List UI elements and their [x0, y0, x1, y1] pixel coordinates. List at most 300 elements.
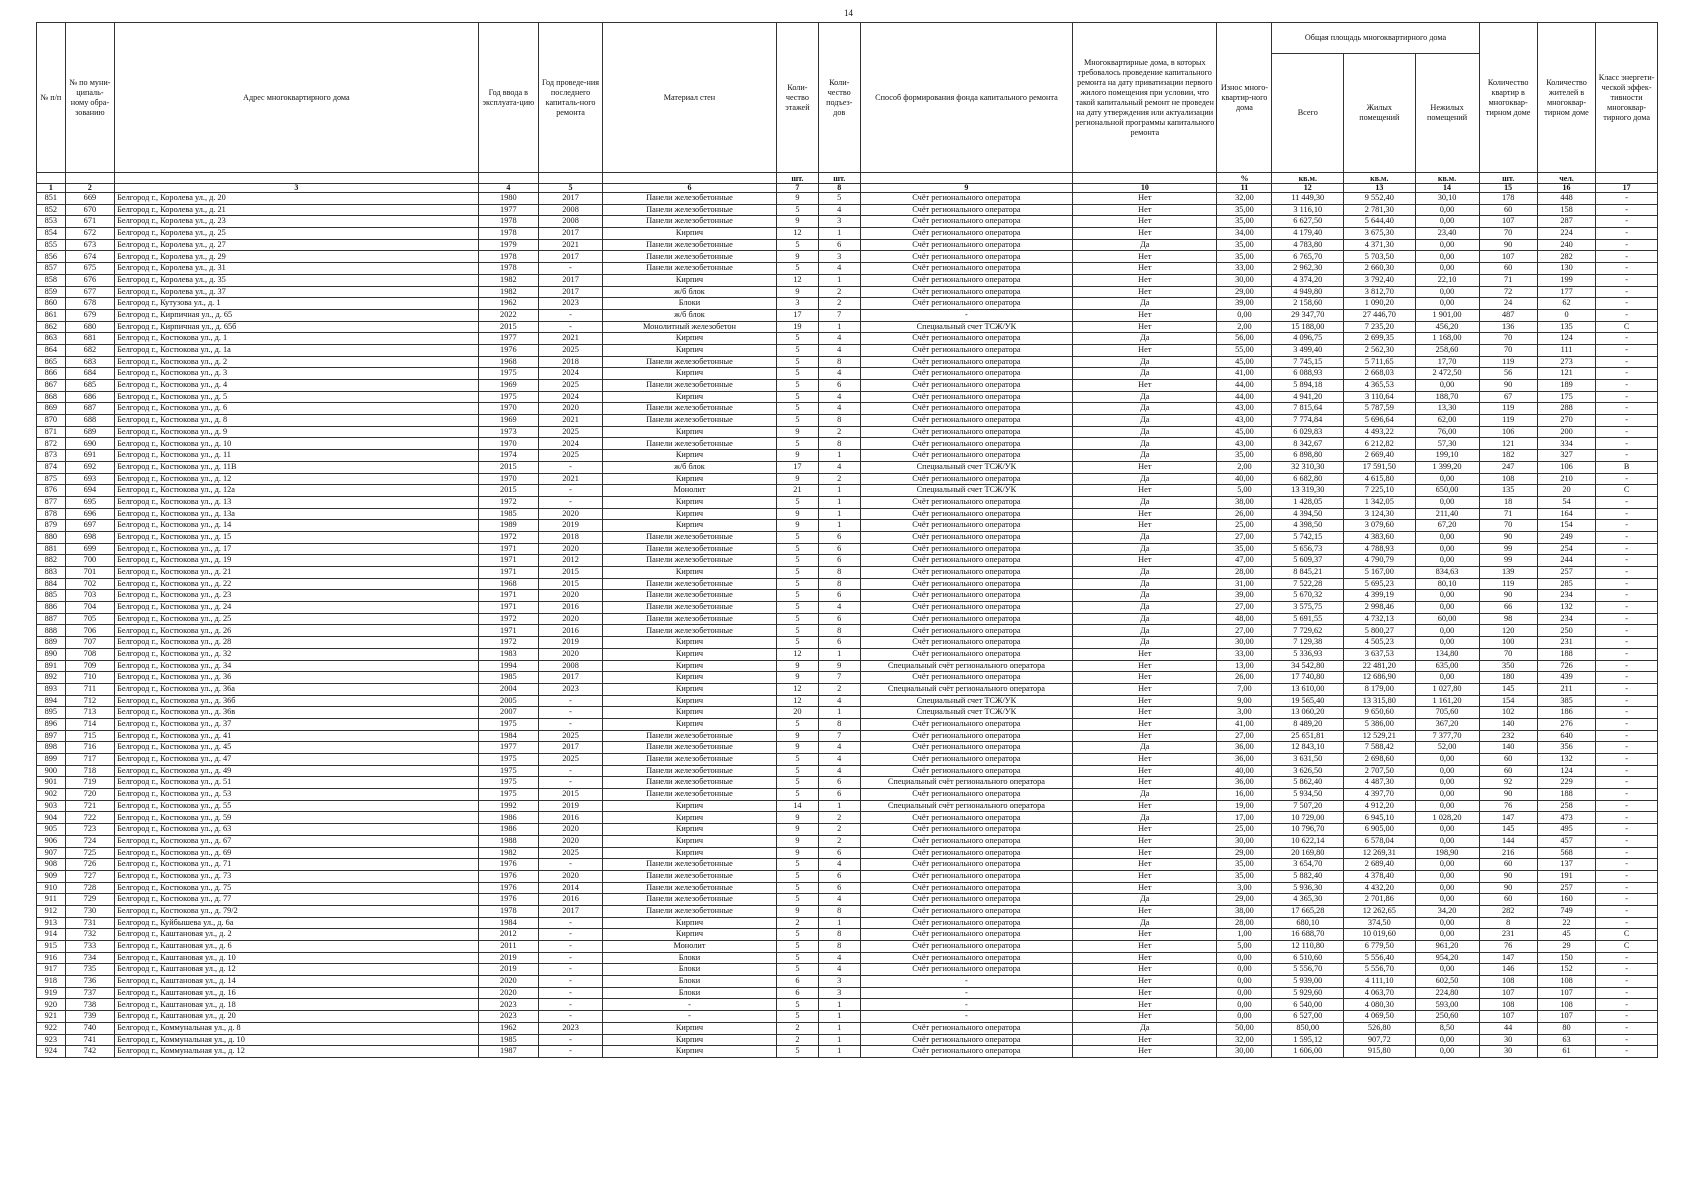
- cell-flats: 487: [1479, 309, 1537, 321]
- cell-floors: 3: [776, 298, 818, 310]
- cell-area-living: 2 689,40: [1344, 859, 1416, 871]
- cell-floors: 5: [776, 333, 818, 345]
- cell-entrances: 4: [818, 742, 860, 754]
- cell-wall-material: Панели железобетонные: [602, 380, 776, 392]
- cell-area-living: 3 637,53: [1344, 648, 1416, 660]
- cell-residents: 640: [1537, 730, 1595, 742]
- cell-need-repair: Нет: [1073, 976, 1217, 988]
- table-row: [37, 905, 1658, 917]
- cell-muni-no: 728: [65, 882, 115, 894]
- cell-energy-class: -: [1596, 894, 1658, 906]
- cell-entrances: 6: [818, 637, 860, 649]
- cell-area-total: 5 336,93: [1272, 648, 1344, 660]
- cell-area-total: 6 527,00: [1272, 1011, 1344, 1023]
- cell-residents: 54: [1537, 496, 1595, 508]
- cell-muni-no: 691: [65, 450, 115, 462]
- cell-wear: 36,00: [1217, 777, 1272, 789]
- cell-address: Белгород г., Каштановая ул., д. 16: [115, 987, 478, 999]
- cell-area-nonliving: 0,00: [1415, 602, 1479, 614]
- cell-need-repair: Нет: [1073, 321, 1217, 333]
- cell-area-living: 5 703,50: [1344, 251, 1416, 263]
- cell-fund-method: Счёт регионального оператора: [860, 672, 1073, 684]
- cell-area-nonliving: 0,00: [1415, 543, 1479, 555]
- cell-area-total: 15 188,00: [1272, 321, 1344, 333]
- cell-flats: 44: [1479, 1022, 1537, 1034]
- cell-wear: 31,00: [1217, 578, 1272, 590]
- cell-muni-no: 714: [65, 718, 115, 730]
- cell-residents: 273: [1537, 356, 1595, 368]
- cell-fund-method: Счёт регионального оператора: [860, 613, 1073, 625]
- cell-wear: 39,00: [1217, 590, 1272, 602]
- cell-area-total: 25 651,81: [1272, 730, 1344, 742]
- cell-row-no: 892: [37, 672, 66, 684]
- cell-year-repair: 2021: [539, 473, 603, 485]
- cell-year-repair: 2015: [539, 789, 603, 801]
- cell-flats: 108: [1479, 473, 1537, 485]
- cell-fund-method: Счёт регионального оператора: [860, 941, 1073, 953]
- cell-area-nonliving: 0,00: [1415, 531, 1479, 543]
- cell-area-living: 4 487,30: [1344, 777, 1416, 789]
- cell-entrances: 4: [818, 765, 860, 777]
- cell-need-repair: Нет: [1073, 765, 1217, 777]
- cell-muni-no: 719: [65, 777, 115, 789]
- cell-energy-class: -: [1596, 625, 1658, 637]
- unit-area-total: кв.м.: [1272, 173, 1344, 184]
- cell-flats: 30: [1479, 1046, 1537, 1058]
- cell-address: Белгород г., Костюкова ул., д. 63: [115, 824, 478, 836]
- cell-year-repair: 2015: [539, 567, 603, 579]
- cell-need-repair: Нет: [1073, 695, 1217, 707]
- cell-energy-class: -: [1596, 590, 1658, 602]
- table-row: [37, 765, 1658, 777]
- cell-wear: 2,00: [1217, 321, 1272, 333]
- cell-year-repair: -: [539, 765, 603, 777]
- table-row: [37, 531, 1658, 543]
- cell-area-living: 1 342,05: [1344, 496, 1416, 508]
- cell-flats: 231: [1479, 929, 1537, 941]
- cell-energy-class: -: [1596, 344, 1658, 356]
- cell-address: Белгород г., Королева ул., д. 25: [115, 228, 478, 240]
- cell-need-repair: Да: [1073, 789, 1217, 801]
- table-row: [37, 824, 1658, 836]
- cell-fund-method: -: [860, 999, 1073, 1011]
- cell-floors: 5: [776, 952, 818, 964]
- cell-floors: 5: [776, 356, 818, 368]
- cell-flats: 180: [1479, 672, 1537, 684]
- cell-flats: 92: [1479, 777, 1537, 789]
- cell-row-no: 918: [37, 976, 66, 988]
- cell-area-total: 4 398,50: [1272, 520, 1344, 532]
- cell-area-total: 6 627,50: [1272, 216, 1344, 228]
- cell-area-total: 1 428,05: [1272, 496, 1344, 508]
- cell-entrances: 7: [818, 730, 860, 742]
- cell-year-repair: -: [539, 263, 603, 275]
- cell-need-repair: Нет: [1073, 286, 1217, 298]
- cell-muni-no: 740: [65, 1022, 115, 1034]
- cell-need-repair: Нет: [1073, 555, 1217, 567]
- cell-entrances: 1: [818, 508, 860, 520]
- cell-fund-method: Счёт регионального оператора: [860, 1034, 1073, 1046]
- cell-year-built: 1979: [478, 239, 539, 251]
- cell-residents: 108: [1537, 976, 1595, 988]
- cell-area-total: 5 742,15: [1272, 531, 1344, 543]
- cell-entrances: 3: [818, 216, 860, 228]
- cell-entrances: 4: [818, 695, 860, 707]
- cell-year-built: 1975: [478, 391, 539, 403]
- cell-wear: 13,00: [1217, 660, 1272, 672]
- cell-wear: 17,00: [1217, 812, 1272, 824]
- cell-fund-method: Счёт регионального оператора: [860, 567, 1073, 579]
- cell-muni-no: 710: [65, 672, 115, 684]
- cell-wear: 27,00: [1217, 531, 1272, 543]
- cell-year-repair: -: [539, 695, 603, 707]
- cell-wall-material: Панели железобетонные: [602, 239, 776, 251]
- cell-floors: 2: [776, 917, 818, 929]
- cell-year-repair: 2025: [539, 426, 603, 438]
- cell-year-built: 1985: [478, 1034, 539, 1046]
- table-row: [37, 683, 1658, 695]
- cell-year-built: 1962: [478, 298, 539, 310]
- cell-area-total: 12 843,10: [1272, 742, 1344, 754]
- cell-fund-method: Счёт регионального оператора: [860, 847, 1073, 859]
- cell-area-nonliving: 62,00: [1415, 415, 1479, 427]
- cell-area-total: 7 129,38: [1272, 637, 1344, 649]
- cell-area-nonliving: 954,20: [1415, 952, 1479, 964]
- cell-area-nonliving: 198,90: [1415, 847, 1479, 859]
- cell-address: Белгород г., Костюкова ул., д. 14: [115, 520, 478, 532]
- cell-fund-method: Счёт регионального оператора: [860, 520, 1073, 532]
- cell-energy-class: -: [1596, 672, 1658, 684]
- cell-row-no: 911: [37, 894, 66, 906]
- cell-area-living: 27 446,70: [1344, 309, 1416, 321]
- cell-address: Белгород г., Костюкова ул., д. 32: [115, 648, 478, 660]
- cell-wear: 30,00: [1217, 637, 1272, 649]
- cell-year-repair: 2020: [539, 824, 603, 836]
- cell-fund-method: -: [860, 309, 1073, 321]
- cell-energy-class: -: [1596, 193, 1658, 205]
- cell-entrances: 7: [818, 309, 860, 321]
- cell-year-built: 1989: [478, 520, 539, 532]
- cell-year-built: 1978: [478, 228, 539, 240]
- header-year-built: Год ввода в эксплуата-цию: [478, 23, 539, 173]
- cell-entrances: 4: [818, 602, 860, 614]
- cell-energy-class: -: [1596, 567, 1658, 579]
- cell-floors: 5: [776, 380, 818, 392]
- cell-residents: 0: [1537, 309, 1595, 321]
- cell-muni-no: 685: [65, 380, 115, 392]
- cell-fund-method: -: [860, 976, 1073, 988]
- cell-muni-no: 689: [65, 426, 115, 438]
- cell-year-built: 1975: [478, 368, 539, 380]
- cell-floors: 19: [776, 321, 818, 333]
- cell-area-living: 3 124,30: [1344, 508, 1416, 520]
- cell-year-built: 1984: [478, 917, 539, 929]
- cell-flats: 119: [1479, 415, 1537, 427]
- cell-entrances: 1: [818, 1022, 860, 1034]
- cell-area-living: 7 235,20: [1344, 321, 1416, 333]
- cell-year-built: 1985: [478, 508, 539, 520]
- cell-year-repair: -: [539, 964, 603, 976]
- cell-year-repair: 2025: [539, 380, 603, 392]
- cell-residents: 124: [1537, 333, 1595, 345]
- cell-entrances: 2: [818, 683, 860, 695]
- cell-energy-class: -: [1596, 613, 1658, 625]
- cell-row-no: 872: [37, 438, 66, 450]
- cell-flats: 98: [1479, 613, 1537, 625]
- cell-area-nonliving: 76,00: [1415, 426, 1479, 438]
- cell-address: Белгород г., Костюкова ул., д. 24: [115, 602, 478, 614]
- cell-floors: 5: [776, 531, 818, 543]
- cell-area-nonliving: 13,30: [1415, 403, 1479, 415]
- cell-entrances: 8: [818, 578, 860, 590]
- cell-year-repair: -: [539, 917, 603, 929]
- cell-address: Белгород г., Костюкова ул., д. 75: [115, 882, 478, 894]
- cell-need-repair: Да: [1073, 812, 1217, 824]
- cell-residents: 132: [1537, 602, 1595, 614]
- cell-flats: 90: [1479, 882, 1537, 894]
- cell-fund-method: Счёт регионального оператора: [860, 602, 1073, 614]
- cell-fund-method: Счёт регионального оператора: [860, 905, 1073, 917]
- header-fund-method: Способ формирования фонда капитального ремонта: [860, 23, 1073, 173]
- cell-need-repair: Да: [1073, 239, 1217, 251]
- cell-entrances: 4: [818, 894, 860, 906]
- cell-fund-method: Счёт регионального оператора: [860, 859, 1073, 871]
- cell-energy-class: -: [1596, 847, 1658, 859]
- cell-row-no: 891: [37, 660, 66, 672]
- cell-floors: 9: [776, 812, 818, 824]
- cell-residents: 135: [1537, 321, 1595, 333]
- cell-entrances: 8: [818, 567, 860, 579]
- table-row: [37, 718, 1658, 730]
- cell-area-living: 2 660,30: [1344, 263, 1416, 275]
- cell-wear: 16,00: [1217, 789, 1272, 801]
- cell-area-nonliving: 258,60: [1415, 344, 1479, 356]
- cell-residents: 164: [1537, 508, 1595, 520]
- table-row: [37, 263, 1658, 275]
- cell-year-repair: 2024: [539, 438, 603, 450]
- cell-area-living: 6 779,50: [1344, 941, 1416, 953]
- cell-entrances: 2: [818, 298, 860, 310]
- cell-year-repair: -: [539, 485, 603, 497]
- cell-fund-method: Специальный счёт регионального оператора: [860, 800, 1073, 812]
- cell-muni-no: 713: [65, 707, 115, 719]
- cell-energy-class: C: [1596, 321, 1658, 333]
- cell-floors: 9: [776, 251, 818, 263]
- cell-area-living: 6 945,10: [1344, 812, 1416, 824]
- cell-area-living: 3 079,60: [1344, 520, 1416, 532]
- cell-flats: 140: [1479, 718, 1537, 730]
- cell-residents: 154: [1537, 520, 1595, 532]
- cell-flats: 232: [1479, 730, 1537, 742]
- table-row: [37, 368, 1658, 380]
- cell-residents: 749: [1537, 905, 1595, 917]
- cell-muni-no: 674: [65, 251, 115, 263]
- cell-row-no: 900: [37, 765, 66, 777]
- cell-area-total: 10 622,14: [1272, 835, 1344, 847]
- cell-year-built: 1972: [478, 496, 539, 508]
- cell-year-repair: 2017: [539, 274, 603, 286]
- cell-area-nonliving: 0,00: [1415, 929, 1479, 941]
- cell-row-no: 894: [37, 695, 66, 707]
- cell-wear: 1,00: [1217, 929, 1272, 941]
- cell-wall-material: Панели железобетонные: [602, 765, 776, 777]
- cell-year-built: 2011: [478, 941, 539, 953]
- cell-need-repair: Нет: [1073, 1034, 1217, 1046]
- cell-need-repair: Да: [1073, 368, 1217, 380]
- cell-year-repair: -: [539, 1034, 603, 1046]
- cell-row-no: 919: [37, 987, 66, 999]
- cell-address: Белгород г., Каштановая ул., д. 14: [115, 976, 478, 988]
- cell-wall-material: Блоки: [602, 987, 776, 999]
- header-area-total: Всего: [1272, 54, 1344, 173]
- cell-area-nonliving: 0,00: [1415, 590, 1479, 602]
- cell-energy-class: -: [1596, 999, 1658, 1011]
- cell-fund-method: Счёт регионального оператора: [860, 193, 1073, 205]
- cell-entrances: 1: [818, 520, 860, 532]
- cell-muni-no: 730: [65, 905, 115, 917]
- cell-year-built: 1971: [478, 602, 539, 614]
- cell-fund-method: Счёт регионального оператора: [860, 531, 1073, 543]
- cell-year-built: 1980: [478, 193, 539, 205]
- cell-address: Белгород г., Костюкова ул., д. 13а: [115, 508, 478, 520]
- cell-energy-class: -: [1596, 637, 1658, 649]
- cell-flats: 70: [1479, 333, 1537, 345]
- cell-area-living: 4 111,10: [1344, 976, 1416, 988]
- cell-row-no: 886: [37, 602, 66, 614]
- cell-residents: 61: [1537, 1046, 1595, 1058]
- cell-fund-method: Специальный счет ТСЖ/УК: [860, 707, 1073, 719]
- cell-floors: 5: [776, 590, 818, 602]
- cell-area-living: 2 562,30: [1344, 344, 1416, 356]
- cell-entrances: 9: [818, 660, 860, 672]
- cell-address: Белгород г., Королева ул., д. 21: [115, 204, 478, 216]
- cell-energy-class: -: [1596, 520, 1658, 532]
- cell-area-nonliving: 0,00: [1415, 380, 1479, 392]
- cell-area-living: 17 591,50: [1344, 461, 1416, 473]
- table-row: [37, 695, 1658, 707]
- cell-address: Белгород г., Костюкова ул., д. 5: [115, 391, 478, 403]
- cell-fund-method: Счёт регионального оператора: [860, 333, 1073, 345]
- table-row: [37, 204, 1658, 216]
- cell-area-total: 850,00: [1272, 1022, 1344, 1034]
- cell-fund-method: -: [860, 987, 1073, 999]
- table-row: [37, 461, 1658, 473]
- cell-area-total: 3 626,50: [1272, 765, 1344, 777]
- column-number: 7: [776, 184, 818, 193]
- cell-need-repair: Нет: [1073, 800, 1217, 812]
- cell-area-total: 13 319,30: [1272, 485, 1344, 497]
- cell-year-built: 1976: [478, 859, 539, 871]
- cell-floors: 17: [776, 461, 818, 473]
- cell-wear: 30,00: [1217, 835, 1272, 847]
- cell-address: Белгород г., Костюкова ул., д. 15: [115, 531, 478, 543]
- cell-energy-class: -: [1596, 403, 1658, 415]
- cell-residents: 234: [1537, 590, 1595, 602]
- table-row: [37, 812, 1658, 824]
- cell-address: Белгород г., Костюкова ул., д. 2: [115, 356, 478, 368]
- cell-need-repair: Да: [1073, 894, 1217, 906]
- cell-entrances: 6: [818, 613, 860, 625]
- cell-wear: 41,00: [1217, 368, 1272, 380]
- cell-fund-method: Специальный счёт регионального оператора: [860, 660, 1073, 672]
- cell-year-built: 1985: [478, 672, 539, 684]
- cell-need-repair: Да: [1073, 613, 1217, 625]
- cell-area-nonliving: 0,00: [1415, 789, 1479, 801]
- cell-row-no: 876: [37, 485, 66, 497]
- cell-area-total: 13 610,00: [1272, 683, 1344, 695]
- cell-year-repair: 2018: [539, 356, 603, 368]
- cell-energy-class: -: [1596, 380, 1658, 392]
- cell-area-nonliving: 57,30: [1415, 438, 1479, 450]
- cell-wall-material: Кирпич: [602, 1034, 776, 1046]
- cell-wear: 26,00: [1217, 672, 1272, 684]
- cell-floors: 5: [776, 718, 818, 730]
- cell-floors: 5: [776, 625, 818, 637]
- cell-entrances: 1: [818, 1034, 860, 1046]
- cell-floors: 12: [776, 274, 818, 286]
- cell-row-no: 890: [37, 648, 66, 660]
- cell-muni-no: 695: [65, 496, 115, 508]
- cell-area-total: 7 729,62: [1272, 625, 1344, 637]
- cell-year-repair: -: [539, 321, 603, 333]
- cell-area-living: 1 090,20: [1344, 298, 1416, 310]
- cell-need-repair: Да: [1073, 543, 1217, 555]
- table-row: [37, 578, 1658, 590]
- cell-fund-method: Специальный счет ТСЖ/УК: [860, 695, 1073, 707]
- cell-year-repair: 2012: [539, 555, 603, 567]
- cell-flats: 90: [1479, 380, 1537, 392]
- cell-flats: 90: [1479, 590, 1537, 602]
- cell-wear: 27,00: [1217, 625, 1272, 637]
- cell-muni-no: 734: [65, 952, 115, 964]
- cell-flats: 182: [1479, 450, 1537, 462]
- cell-area-living: 6 212,82: [1344, 438, 1416, 450]
- cell-floors: 5: [776, 567, 818, 579]
- cell-muni-no: 686: [65, 391, 115, 403]
- cell-area-nonliving: 0,00: [1415, 894, 1479, 906]
- cell-area-living: 9 650,60: [1344, 707, 1416, 719]
- cell-area-living: 5 167,00: [1344, 567, 1416, 579]
- cell-wall-material: Панели железобетонные: [602, 625, 776, 637]
- cell-energy-class: -: [1596, 473, 1658, 485]
- cell-floors: 9: [776, 660, 818, 672]
- cell-floors: 5: [776, 964, 818, 976]
- cell-area-nonliving: 0,00: [1415, 882, 1479, 894]
- cell-row-no: 877: [37, 496, 66, 508]
- cell-fund-method: Специальный счёт регионального оператора: [860, 777, 1073, 789]
- cell-energy-class: -: [1596, 426, 1658, 438]
- cell-floors: 5: [776, 929, 818, 941]
- cell-muni-no: 676: [65, 274, 115, 286]
- cell-area-total: 20 169,80: [1272, 847, 1344, 859]
- cell-wear: 43,00: [1217, 403, 1272, 415]
- cell-flats: 119: [1479, 578, 1537, 590]
- cell-need-repair: Нет: [1073, 847, 1217, 859]
- cell-need-repair: Да: [1073, 415, 1217, 427]
- cell-wall-material: Панели железобетонные: [602, 531, 776, 543]
- cell-year-repair: 2017: [539, 251, 603, 263]
- cell-area-living: 4 615,80: [1344, 473, 1416, 485]
- cell-area-total: 5 939,00: [1272, 976, 1344, 988]
- cell-area-nonliving: 211,40: [1415, 508, 1479, 520]
- column-number: 17: [1596, 184, 1658, 193]
- header-floors: Коли-чество этажей: [776, 23, 818, 173]
- cell-fund-method: Счёт регионального оператора: [860, 438, 1073, 450]
- cell-address: Белгород г., Костюкова ул., д. 79/2: [115, 905, 478, 917]
- cell-fund-method: Счёт регионального оператора: [860, 718, 1073, 730]
- cell-area-nonliving: 23,40: [1415, 228, 1479, 240]
- cell-fund-method: Счёт регионального оператора: [860, 894, 1073, 906]
